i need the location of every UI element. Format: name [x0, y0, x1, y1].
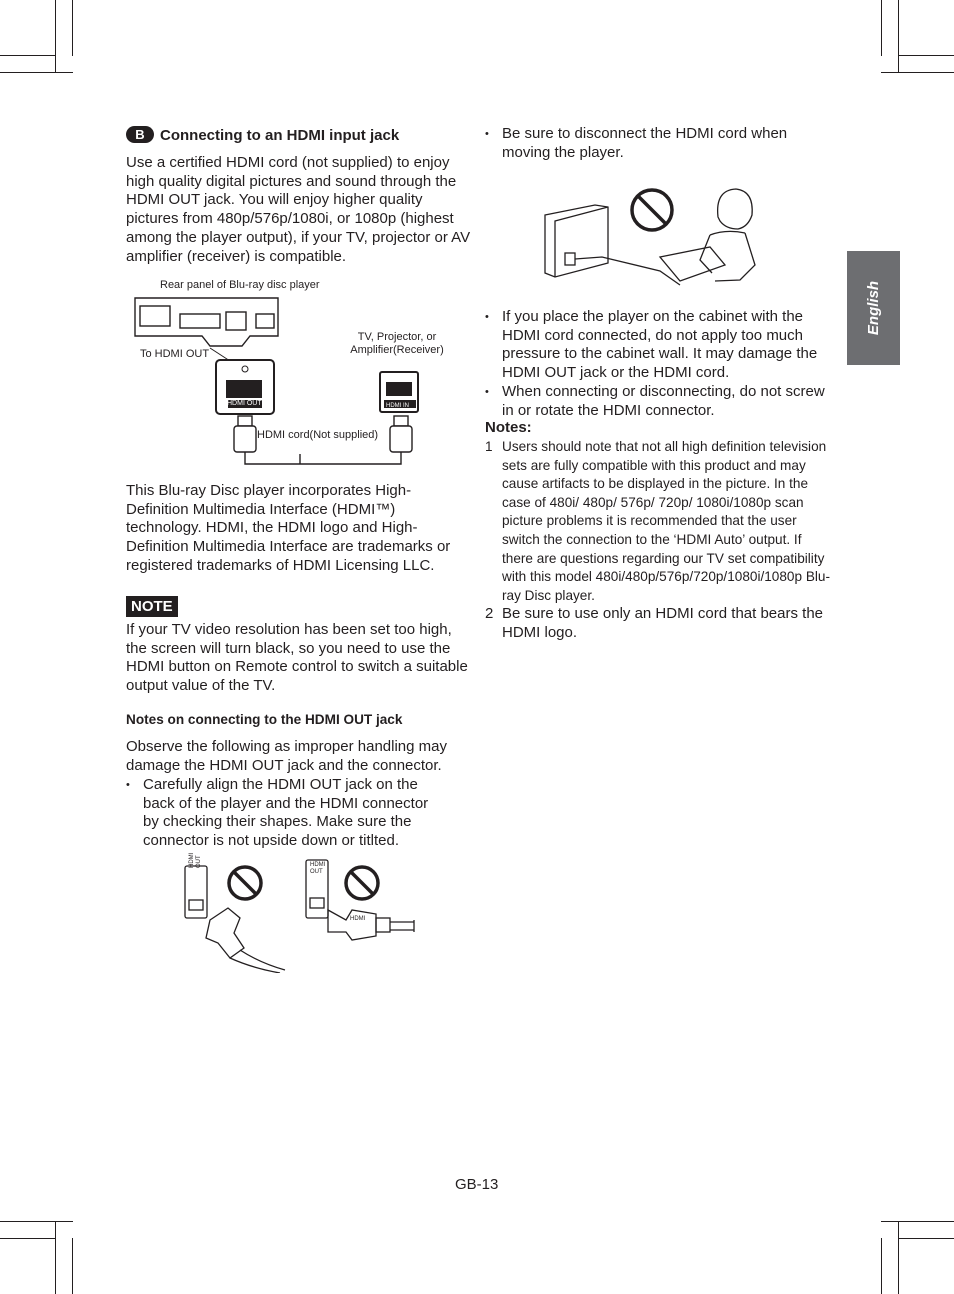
note-number: 2 — [485, 605, 494, 623]
crop-mark — [898, 0, 899, 72]
list-item — [485, 308, 830, 383]
crop-mark — [55, 0, 56, 72]
to-hdmi-out-label: To HDMI OUT — [140, 348, 210, 360]
cabinet-rotate-bullets — [485, 308, 830, 420]
tv-label-line1: TV, Projector, or — [357, 331, 437, 343]
note-badge: NOTE — [126, 596, 178, 617]
hdmi-out-port-label: HDMI OUT — [227, 400, 262, 407]
bullet-dot: • — [485, 311, 489, 323]
rear-panel-label: Rear panel of Blu-ray disc player — [160, 279, 320, 291]
jack-label-right: HDMI OUT — [310, 862, 326, 875]
disconnect-bullet — [485, 125, 830, 162]
note-text: Users should note that not all high definition television sets are fully compatible with this product and may cause artifacts to be displayed in the picture. In the case of 480i/ 480p/ 576p/ 720p/ 1080i/1080p scan picture problems it is recommended that the user switch the connection to the ‘HDMI Auto’ output. If there are questions regarding our TV set compatibility with this model 480i/480p/576p/720p/1080i/1080p Blu-ray Disc player. — [502, 439, 831, 603]
connector-label: HDMI — [350, 916, 366, 922]
hdmi-connection-diagram — [130, 276, 470, 471]
hdmi-cord-label: HDMI cord(Not supplied) — [257, 429, 379, 441]
section-badge: B — [126, 126, 154, 143]
bullet-text: Be sure to disconnect the HDMI cord when moving the player. — [502, 125, 788, 161]
list-item — [126, 776, 446, 851]
notes-title: Notes: — [485, 419, 532, 436]
crop-mark — [881, 0, 882, 56]
crop-mark — [0, 55, 56, 56]
tv-label-line2: Amplifier(Receiver) — [350, 344, 444, 356]
crop-mark — [0, 1238, 56, 1239]
page-number: GB-13 — [455, 1176, 499, 1193]
crop-mark — [0, 72, 73, 73]
trademark-text: This Blu-ray Disc player incorporates High-Definition Multimedia Interface (HDMI™) technology. HDMI, the HDMI logo and High-Definition Multimedia Interface are trademarks or registered trademarks of HDMI Licensing LLC. — [126, 482, 451, 574]
list-item — [485, 383, 830, 420]
player-rear-panel-illustration — [135, 298, 278, 346]
crop-mark — [881, 1221, 954, 1222]
section-b-heading — [126, 126, 466, 145]
note-text: Be sure to use only an HDMI cord that bears the HDMI logo. — [502, 605, 823, 642]
section-intro: Use a certified HDMI cord (not supplied) to enjoy high quality digital pictures and sound through the HDMI OUT jack. You will enjoy higher quality pictures from 480p/576p/1080i, or 1080p (highest among the player output), if your TV, projector or AV amplifier (receiver) is compatible. — [126, 154, 471, 265]
bullet-dot: • — [485, 385, 489, 398]
crop-mark — [898, 1222, 899, 1294]
crop-mark — [898, 1238, 954, 1239]
notes-connecting-title: Notes on connecting to the HDMI OUT jack — [126, 712, 403, 727]
crop-mark — [72, 0, 73, 56]
note-label — [126, 596, 178, 617]
note-text: If your TV video resolution has been set too high, the screen will turn black, so you need to use the HDMI button on Remote control to switch a suitable output value of the TV. — [126, 621, 468, 695]
crop-mark — [881, 72, 954, 73]
bullet-dot: • — [126, 779, 130, 791]
bullet-text: When connecting or disconnecting, do not screw in or rotate the HDMI connector. — [502, 382, 825, 419]
note-number: 1 — [485, 439, 493, 454]
notes-list — [485, 438, 830, 643]
list-item — [485, 605, 830, 642]
jack-label-left: HDMI OUT — [189, 852, 202, 868]
bullet-text: If you place the player on the cabinet with the HDMI cord connected, do not apply too much pressure to the cabinet wall. It may damage the HDMI OUT jack or the HDMI cord. — [502, 308, 818, 382]
bullet-text: Carefully align the HDMI OUT jack on the back of the player and the HDMI connector by checking their shapes. Make sure the connector is not upside down or titlted. — [143, 776, 429, 850]
section-title: Connecting to an HDMI input jack — [160, 127, 400, 144]
connector-misalignment-illustration — [180, 858, 420, 973]
crop-mark — [0, 1221, 73, 1222]
language-tab — [847, 251, 900, 365]
hdmi-in-port-label: HDMI IN — [386, 403, 409, 409]
crop-mark — [881, 1238, 882, 1294]
moving-player-illustration — [540, 185, 762, 300]
notes-connecting-intro: Observe the following as improper handling may damage the HDMI OUT jack and the connector. — [126, 738, 447, 774]
crop-mark — [55, 1222, 56, 1294]
bullet-dot: • — [485, 128, 489, 140]
crop-mark — [72, 1238, 73, 1294]
list-item — [485, 438, 830, 605]
list-item — [485, 125, 830, 162]
notes-connecting-bullets — [126, 776, 446, 851]
crop-mark — [898, 55, 954, 56]
language-tab-label: English — [865, 280, 882, 336]
